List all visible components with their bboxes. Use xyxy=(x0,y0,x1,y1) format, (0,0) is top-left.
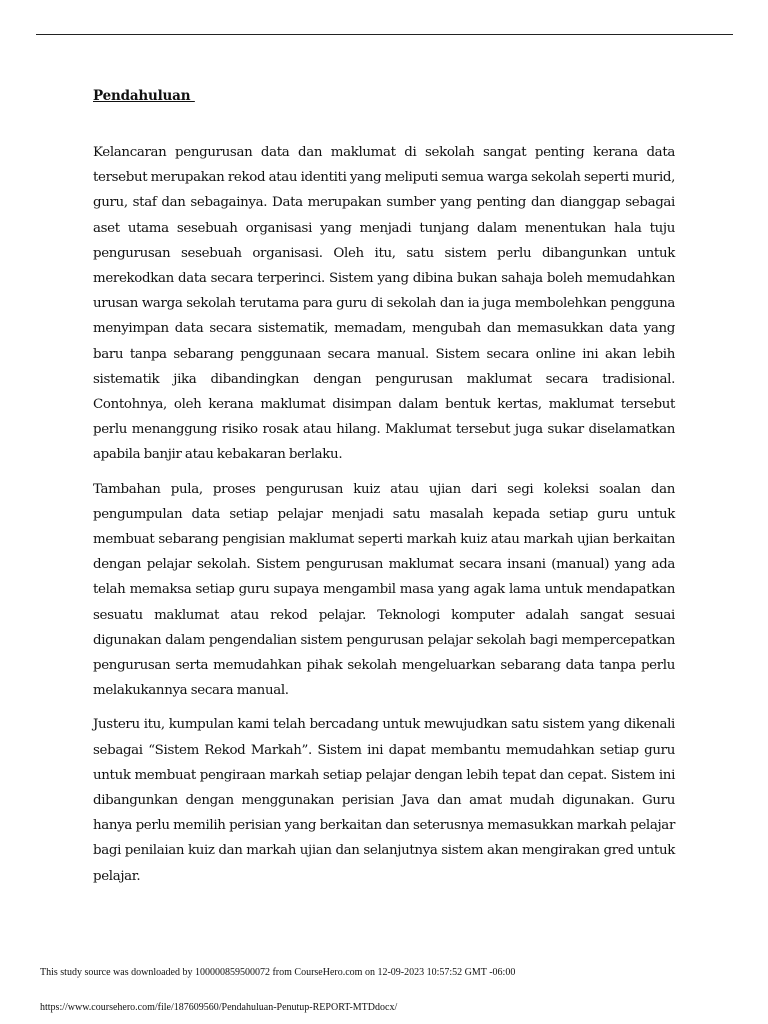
download-notice: This study source was downloaded by 100000859500072 from CourseHero.com on 12-09-2023 10:57:52 GMT -06:00 xyxy=(40,967,516,978)
paragraph-2: Tambahan pula, proses pengurusan kuiz atau ujian dari segi koleksi soalan dan pengumpulan data setiap pelajar menjadi satu masalah kepada setiap guru untuk membuat sebarang pengisian maklumat seperti markah kuiz atau markah ujian berkaitan dengan pelajar sekolah. Sistem pengurusan maklumat secara insani (manual) yang ada telah memaksa setiap guru supaya mengambil masa yang agak lama untuk mendapatkan sesuatu maklumat atau rekod pelajar. Teknologi komputer adalah sangat sesuai digunakan dalam pengendalian sistem pengurusan pelajar sekolah bagi mempercepatkan pengurusan serta memudahkan pihak sekolah mengeluarkan sebarang data tanpa perlu melakukannya secara manual. xyxy=(93,481,675,699)
document-body xyxy=(93,84,675,898)
source-url: https://www.coursehero.com/file/187609560/Pendahuluan-Penutup-REPORT-MTDdocx/ xyxy=(40,1002,398,1013)
paragraph-1: Kelancaran pengurusan data dan maklumat di sekolah sangat penting kerana data tersebut merupakan rekod atau identiti yang meliputi semua warga sekolah seperti murid, guru, staf dan sebagainya. Data merupakan sumber yang penting dan dianggap sebagai aset utama sesebuah organisasi yang menjadi tunjang dalam menentukan hala tuju pengurusan sesebuah organisasi. Oleh itu, satu sistem perlu dibangunkan untuk merekodkan data secara terperinci. Sistem yang dibina bukan sahaja boleh memudahkan urusan warga sekolah terutama para guru di sekolah dan ia juga membolehkan pengguna menyimpan data secara sistematik, memadam, mengubah dan memasukkan data yang baru tanpa sebarang penggunaan secara manual. Sistem secara online ini akan lebih sistematik jika dibandingkan dengan pengurusan maklumat secara tradisional. Contohnya, oleh kerana maklumat disimpan dalam bentuk kertas, maklumat tersebut perlu menanggung risiko rosak atau hilang. Maklumat tersebut juga sukar diselamatkan apabila banjir atau kebakaran berlaku. xyxy=(93,145,676,463)
paragraph-3: Justeru itu, kumpulan kami telah bercadang untuk mewujudkan satu sistem yang dikenali sebagai “Sistem Rekod Markah”. Sistem ini dapat membantu memudahkan setiap guru untuk membuat pengiraan markah setiap pelajar dengan lebih tepat dan cepat. Sistem ini dibangunkan dengan menggunakan perisian Java dan amat mudah digunakan. Guru hanya perlu memilih perisian yang berkaitan dan seterusnya memasukkan markah pelajar bagi penilaian kuiz dan markah ujian dan selanjutnya sistem akan mengirakan gred untuk pelajar. xyxy=(93,717,675,884)
top-rule xyxy=(36,34,733,35)
section-heading: Pendahuluan xyxy=(93,88,195,104)
